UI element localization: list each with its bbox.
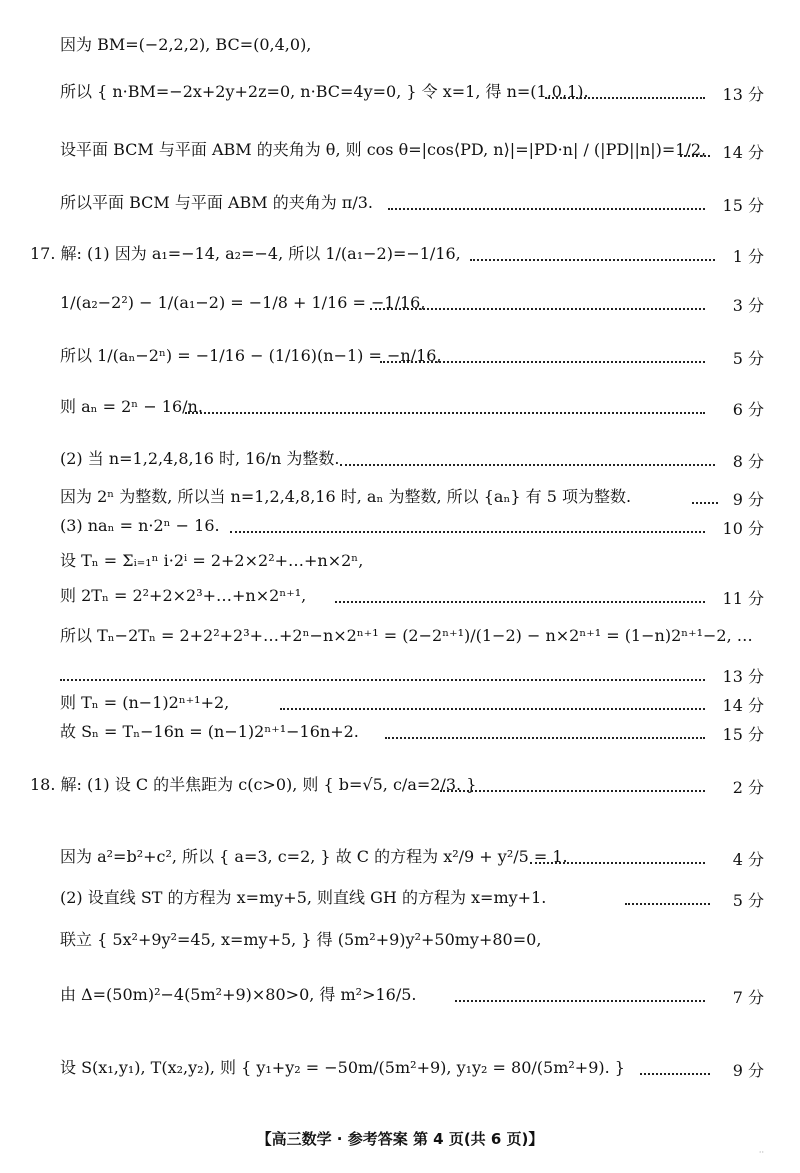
line-text: 17. 解: (1) 因为 a₁=−14, a₂=−4, 所以 1/(a₁−2)=−1/16, [30, 244, 461, 263]
dot-leader [640, 1072, 710, 1075]
line-text: 设 S(x₁,y₁), T(x₂,y₂), 则 { y₁+y₂ = −50m/(5m²+9), y₁y₂ = 80/(5m²+9). } [60, 1058, 625, 1077]
dot-leader [455, 999, 705, 1002]
page-footer: 【高三数学 · 参考答案 第 4 页(共 6 页)】 [256, 1130, 544, 1148]
line-text: 则 Tₙ = (n−1)2ⁿ⁺¹+2, [60, 693, 230, 712]
score-label: 5 分 [732, 349, 764, 368]
line-text: (2) 设直线 ST 的方程为 x=my+5, 则直线 GH 的方程为 x=my+1. [60, 888, 547, 907]
dot-leader [625, 902, 710, 905]
dot-leader [385, 736, 705, 739]
answer-line [0, 397, 800, 431]
line-text: 因为 a²=b²+c², 所以 { a=3, c=2, } 故 C 的方程为 x²/9 + y²/5 = 1. [60, 847, 568, 866]
answer-line [0, 293, 800, 327]
score-label: 13 分 [722, 667, 764, 686]
dot-leader [545, 96, 705, 99]
answer-line [0, 346, 800, 380]
answer-line [0, 1058, 800, 1092]
score-label: 15 分 [722, 725, 764, 744]
dot-leader [530, 861, 705, 864]
score-label: 5 分 [732, 891, 764, 910]
dot-leader [335, 600, 705, 603]
answer-line [0, 586, 800, 620]
score-label: 7 分 [732, 988, 764, 1007]
line-text: (3) naₙ = n·2ⁿ − 16. [60, 516, 220, 535]
score-label: 9 分 [732, 1061, 764, 1080]
line-text: 1/(a₂−2²) − 1/(a₁−2) = −1/8 + 1/16 = −1/16, [60, 293, 426, 312]
score-label: 2 分 [732, 778, 764, 797]
score-label: 11 分 [722, 589, 764, 608]
dot-leader [380, 360, 705, 363]
line-text: 因为 BM=(−2,2,2), BC=(0,4,0), [60, 35, 312, 54]
line-text: (2) 当 n=1,2,4,8,16 时, 16/n 为整数. [60, 449, 340, 468]
dot-leader [60, 678, 705, 681]
corner-mark: ·· [758, 1148, 764, 1157]
line-text: 所以平面 BCM 与平面 ABM 的夹角为 π/3. [60, 193, 373, 212]
dot-leader [370, 307, 705, 310]
dot-leader [185, 411, 705, 414]
line-text: 设 Tₙ = Σᵢ₌₁ⁿ i·2ⁱ = 2+2×2²+…+n×2ⁿ, [60, 551, 364, 570]
dot-leader [692, 501, 718, 504]
line-text: 所以 1/(aₙ−2ⁿ) = −1/16 − (1/16)(n−1) = −n/16, [60, 346, 442, 365]
answer-line [0, 775, 800, 809]
answer-line [0, 626, 800, 660]
score-label: 14 分 [722, 143, 764, 162]
dot-leader [388, 207, 705, 210]
score-label: 15 分 [722, 196, 764, 215]
answer-line [0, 888, 800, 922]
score-label: 8 分 [732, 452, 764, 471]
answer-line [0, 985, 800, 1019]
answer-line [0, 449, 800, 483]
score-label: 9 分 [732, 490, 764, 509]
dot-leader [340, 463, 715, 466]
line-text: 所以 { n·BM=−2x+2y+2z=0, n·BC=4y=0, } 令 x=1, 得 n=(1,0,1). [60, 82, 589, 101]
answer-line [0, 193, 800, 227]
line-text: 设平面 BCM 与平面 ABM 的夹角为 θ, 则 cos θ=|cos⟨PD, n⟩|=|PD·n| / (|PD||n|)=1/2, [60, 140, 707, 159]
score-label: 14 分 [722, 696, 764, 715]
answer-line [0, 35, 800, 69]
line-text: 则 2Tₙ = 2²+2×2³+…+n×2ⁿ⁺¹, [60, 586, 307, 605]
answer-line [0, 140, 800, 174]
dot-leader [470, 258, 715, 261]
score-label: 1 分 [732, 247, 764, 266]
line-text: 因为 2ⁿ 为整数, 所以当 n=1,2,4,8,16 时, aₙ 为整数, 所以 {aₙ} 有 5 项为整数. [60, 487, 632, 506]
answer-line [0, 551, 800, 585]
answer-line [0, 930, 800, 964]
line-text: 故 Sₙ = Tₙ−16n = (n−1)2ⁿ⁺¹−16n+2. [60, 722, 359, 741]
answer-line [0, 82, 800, 116]
line-text: 则 aₙ = 2ⁿ − 16/n. [60, 397, 203, 416]
answer-line [0, 244, 800, 278]
line-text: 18. 解: (1) 设 C 的半焦距为 c(c>0), 则 { b=√5, c/a=2/3. } [30, 775, 477, 794]
score-label: 6 分 [732, 400, 764, 419]
score-label: 13 分 [722, 85, 764, 104]
answer-line [0, 847, 800, 881]
dot-leader [230, 530, 705, 533]
line-text: 所以 Tₙ−2Tₙ = 2+2²+2³+…+2ⁿ−n×2ⁿ⁺¹ = (2−2ⁿ⁺¹)/(1−2) − n×2ⁿ⁺¹ = (1−n)2ⁿ⁺¹−2, … [60, 626, 753, 645]
dot-leader [680, 154, 710, 157]
score-label: 10 分 [722, 519, 764, 538]
line-text: 由 Δ=(50m)²−4(5m²+9)×80>0, 得 m²>16/5. [60, 985, 417, 1004]
line-text: 联立 { 5x²+9y²=45, x=my+5, } 得 (5m²+9)y²+50my+80=0, [60, 930, 542, 949]
answer-line [0, 516, 800, 550]
score-label: 3 分 [732, 296, 764, 315]
answer-line [0, 722, 800, 756]
dot-leader [280, 707, 705, 710]
score-label: 4 分 [732, 850, 764, 869]
dot-leader [440, 789, 705, 792]
